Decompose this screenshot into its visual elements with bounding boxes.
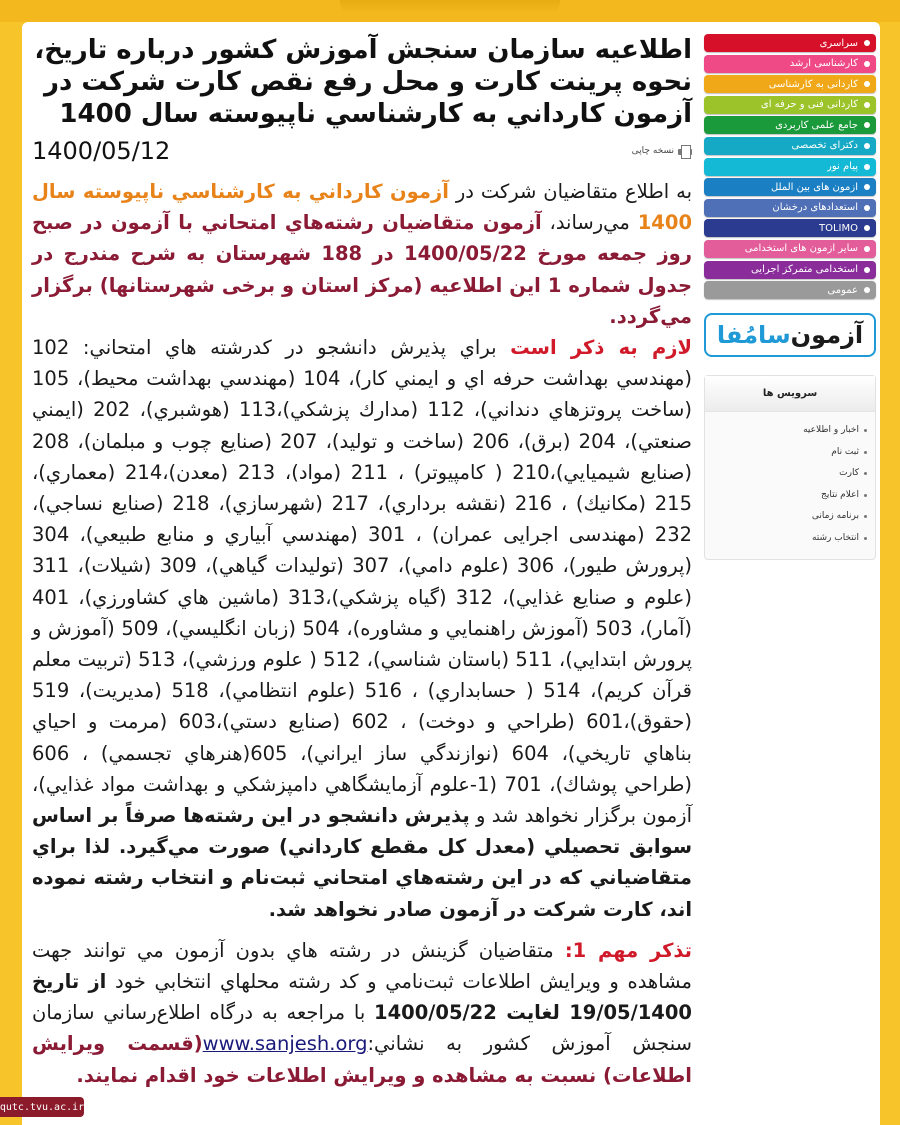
menu-item-label: جامع علمی کاربردی: [775, 119, 858, 131]
menu-item-label: كاردانی به كارشناسی: [768, 78, 858, 90]
sidebar-menu-item[interactable]: [704, 219, 876, 237]
city-count: 188: [321, 242, 363, 266]
sidebar-menu-item[interactable]: [704, 55, 876, 73]
paragraph-1: [32, 176, 692, 332]
exam-name: آزمون كارداني به كارشناسي ناپيوسته سال 1400: [32, 180, 693, 235]
service-label: كارت: [839, 468, 859, 479]
menu-item-label: استعدادهای درخشان: [772, 202, 858, 214]
p1-text: در: [362, 242, 405, 266]
p1-text: مي‌رساند،: [541, 211, 638, 235]
bullet-icon: [864, 81, 870, 87]
menu-item-label: پيام نور: [827, 161, 858, 173]
sidebar-menu-item[interactable]: [704, 75, 876, 93]
menu-item-label: كاردانی فنی و حرفه ای: [760, 99, 858, 111]
menu-item-label: TOLIMO: [819, 222, 858, 234]
sanjesh-link[interactable]: www.sanjesh.org: [202, 1032, 368, 1056]
service-link[interactable]: [705, 528, 867, 550]
bullet-icon: [864, 494, 867, 497]
bullet-icon: [864, 184, 870, 190]
printer-icon: [678, 145, 692, 157]
bullet-icon: [864, 515, 867, 518]
news-article: [32, 34, 692, 1091]
bullet-icon: [864, 102, 870, 108]
service-label: برنامه زمانی: [811, 511, 859, 522]
p3-text: با مراجعه به درگاه اطلاع‌رساني سازمان سنجش آموزش كشور به نشاني:: [32, 1001, 692, 1056]
admission-note: پذيرش دانشجو در این رشته‌ها صرفاً بر اساس سوابق تحصيلي (معدل كل مقطع كارداني) صورت مي‌گيرد. لذا براي متقاضياني كه در اين رشته‌هاي امتحاني ثبت‌نام و انتخاب رشته نموده اند، كارت شركت در آزمون صادر نخواهد شد.: [32, 804, 692, 921]
paragraph-2: [32, 332, 692, 925]
sidebar-menu-item[interactable]: [704, 34, 876, 52]
samfa-logo[interactable]: [704, 313, 876, 357]
banner-decoration: [340, 0, 560, 14]
logo-text-1: آزمون: [790, 321, 864, 350]
logo-text-2: سامُفا: [716, 321, 791, 350]
menu-item-label: استخدامی متمرکز اجرایی: [750, 264, 858, 276]
bullet-icon: [864, 537, 867, 540]
article-title: اطلاعیه سازمان سنجش آموزش کشور درباره تاریخ، نحوه پرینت کارت و محل رفع نقص کارت شرکت در آزمون كارداني به كارشناسي ناپيوسته سال 1400: [34, 35, 692, 129]
sidebar-menu-item[interactable]: [704, 158, 876, 176]
menu-item-label: كارشناسی ارشد: [789, 58, 858, 70]
fields-list-text: براي پذيرش دانشجو در كدرشته هاي امتحاني: 102 (مهندسي بهداشت حرفه اي و ايمني كار)، 104 (مهندسي بهداشت محيط)، 105 (ساخت پروتزهاي دنداني)، 112 (مدارك پزشكي)،113 (هوشبري)، 202 (ايمني صنعتي)، 204 (برق)، 206 (ساخت و توليد)، 207 (صنايع چوب و مبلمان)، 208 (صنايع شيميايي)،210 ( كامپيوتر) ، 211 (مواد)، 213 (معدن)،214 (معماري)، 215 (مكانيك) ، 216 (نقشه برداري)، 217 (شهرسازي)، 218 (صنايع نساجي)، 232 (مهندسی اجرایی عمران) ، 301 (مهندسي آبياري و منابع طبيعي)، 304 (پرورش طيور)، 306 (علوم دامي)، 307 (توليدات گياهي)، 309 (شيلات)، 311 (علوم و صنايع غذايي)، 312 (گياه پزشكي)،313 (ماشين هاي كشاورزي)، 401 (آمار)، 503 (آموزش راهنمايي و مشاوره)، 504 (زبان انگليسي)، 509 (آموزش و پرورش ابتدايي)، 511 (باستان شناسي)، 512 ( علوم ورزشي)، 513 (تربيت معلم قرآن كريم)، 514 ( حسابداري) ، 516 (علوم انتظامي)، 518 (مديريت)، 519 (حقوق)،601 (طراحي و دوخت) ، 602 (صنايع دستي)،603 (مرمت و احياي بناهاي تاريخي)، 604 (نوازندگي ساز ايراني)، 605(هنرهاي تجسمي) ، 606 (طراحي پوشاك)، 701 (1-علوم آزمايشگاهي دامپزشكي و بهداشت مواد غذايي)، آزمون برگزار نخواهد شد و: [32, 336, 693, 828]
important-note-heading: تذکر مهم 1:: [564, 938, 693, 962]
service-link[interactable]: [705, 485, 867, 507]
service-link[interactable]: [705, 420, 867, 442]
bullet-icon: [864, 246, 870, 252]
article-date: 1400/05/12: [32, 137, 171, 165]
p3-text: (قسمت ويرايش اطلاعات) نسبت به مشاهده و ويرايش اطلاعات خود اقدام نمايند.: [32, 1032, 692, 1087]
exam-date-text: آزمون متقاضیان رشته‌هاي امتحاني با آزمون در صبح روز جمعه مورخ: [32, 211, 693, 266]
sidebar-menu: [704, 34, 876, 299]
bullet-icon: [864, 122, 870, 128]
p1-text: به اطلاع متقاضیان شرکت در: [448, 180, 692, 203]
services-title: سرویس ها: [705, 376, 875, 412]
sidebar-menu-item[interactable]: [704, 178, 876, 196]
menu-item-label: سراسری: [819, 37, 858, 49]
service-label: ثبت نام: [831, 446, 859, 457]
sidebar-menu-item[interactable]: [704, 261, 876, 279]
print-label: نسخه چاپی: [631, 146, 674, 156]
menu-item-label: سایر آزمون های استخدامی: [744, 243, 858, 255]
article-body: [32, 176, 692, 1091]
note-heading: لازم به ذکر است: [510, 336, 692, 360]
services-list: [705, 412, 875, 559]
bullet-icon: [864, 287, 870, 293]
sidebar-menu-item[interactable]: [704, 137, 876, 155]
sidebar-menu-item[interactable]: [704, 281, 876, 299]
sidebar: [704, 34, 876, 560]
service-label: اخبار و اطلاعیه: [803, 425, 859, 436]
bullet-icon: [864, 40, 870, 46]
bullet-icon: [864, 205, 870, 211]
site-watermark: qutc.tvu.ac.ir: [0, 1097, 84, 1117]
bullet-icon: [864, 143, 870, 149]
sidebar-menu-item[interactable]: [704, 96, 876, 114]
p1-text: شهرستان به شرح مندرج در جدول شماره 1 این اطلاعیه (مرکز استان و برخی شهرستانها) برگزار مي‌گردد.: [32, 242, 692, 328]
bullet-icon: [864, 164, 870, 170]
bullet-icon: [864, 61, 870, 67]
exam-date: 1400/05/22: [404, 242, 527, 266]
top-banner-strip: [0, 0, 900, 22]
service-label: انتخاب رشته: [811, 532, 859, 543]
sidebar-menu-item[interactable]: [704, 240, 876, 258]
services-box: [704, 375, 876, 560]
page-container: [22, 22, 880, 1125]
sidebar-menu-item[interactable]: [704, 116, 876, 134]
edit-date-range: از تاريخ 19/05/1400 لغايت 1400/05/22: [32, 970, 692, 1025]
article-meta: [32, 134, 692, 168]
service-label: اعلام نتایج: [821, 489, 859, 500]
service-link[interactable]: [705, 442, 867, 464]
bullet-icon: [864, 429, 867, 432]
p3-text: متقاضيان گزينش در رشته هاي بدون آزمون مي توانند جهت مشاهده و ويرايش اطلاعات ثبت‌نامي و كد رشته محلهاي انتخابي خود: [32, 938, 692, 994]
bullet-icon: [864, 472, 867, 475]
service-link[interactable]: [705, 506, 867, 528]
print-button[interactable]: [632, 145, 692, 157]
bullet-icon: [864, 225, 870, 231]
sidebar-menu-item[interactable]: [704, 199, 876, 217]
menu-item-label: عمومی: [827, 284, 858, 296]
menu-item-label: آزمون های بین الملل: [770, 181, 858, 193]
paragraph-3: [32, 935, 692, 1091]
menu-item-label: دكترای تخصصی: [791, 140, 858, 152]
bullet-icon: [864, 267, 870, 273]
bullet-icon: [864, 451, 867, 454]
service-link[interactable]: [705, 463, 867, 485]
